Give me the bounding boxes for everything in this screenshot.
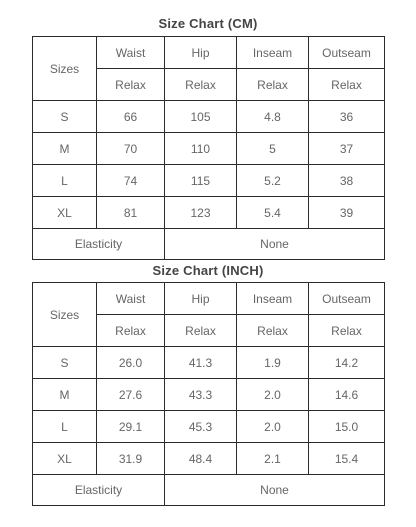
waist-cell: 70	[97, 133, 165, 165]
outseam-cell: 15.4	[309, 443, 385, 475]
table-row	[33, 165, 385, 197]
hip-fit-cell: Relax	[165, 69, 237, 101]
size-chart-inch-table	[32, 282, 385, 506]
size-cell: S	[33, 347, 97, 379]
inseam-cell: 4.8	[237, 101, 309, 133]
hip-fit-cell: Relax	[165, 315, 237, 347]
elasticity-value: None	[165, 229, 385, 260]
waist-cell: 66	[97, 101, 165, 133]
table-row	[33, 197, 385, 229]
table-row	[33, 133, 385, 165]
outseam-cell: 36	[309, 101, 385, 133]
waist-header-cell: Waist	[97, 283, 165, 315]
elasticity-label: Elasticity	[33, 475, 165, 506]
hip-cell: 41.3	[165, 347, 237, 379]
size-cell: S	[33, 101, 97, 133]
elasticity-label: Elasticity	[33, 229, 165, 260]
elasticity-row	[33, 229, 385, 260]
waist-cell: 26.0	[97, 347, 165, 379]
hip-cell: 48.4	[165, 443, 237, 475]
outseam-cell: 14.2	[309, 347, 385, 379]
size-chart-cm-title: Size Chart (CM)	[158, 16, 258, 31]
inseam-fit-cell: Relax	[237, 315, 309, 347]
table-row	[33, 347, 385, 379]
outseam-fit-cell: Relax	[309, 315, 385, 347]
inseam-fit-cell: Relax	[237, 69, 309, 101]
hip-cell: 123	[165, 197, 237, 229]
table-row	[33, 411, 385, 443]
size-cell: L	[33, 165, 97, 197]
waist-header-cell: Waist	[97, 37, 165, 69]
hip-cell: 110	[165, 133, 237, 165]
elasticity-value: None	[165, 475, 385, 506]
elasticity-row	[33, 475, 385, 506]
size-cell: XL	[33, 197, 97, 229]
outseam-header-cell: Outseam	[309, 37, 385, 69]
hip-header-cell: Hip	[165, 283, 237, 315]
hip-cell: 115	[165, 165, 237, 197]
outseam-cell: 14.6	[309, 379, 385, 411]
waist-cell: 74	[97, 165, 165, 197]
sizes-header-cell: Sizes	[33, 283, 97, 347]
outseam-cell: 38	[309, 165, 385, 197]
outseam-fit-cell: Relax	[309, 69, 385, 101]
inseam-cell: 2.0	[237, 379, 309, 411]
size-cell: M	[33, 379, 97, 411]
size-cell: L	[33, 411, 97, 443]
size-chart-cm-table	[32, 36, 385, 260]
inseam-header-cell: Inseam	[237, 283, 309, 315]
inseam-cell: 1.9	[237, 347, 309, 379]
inseam-header-cell: Inseam	[237, 37, 309, 69]
waist-cell: 81	[97, 197, 165, 229]
outseam-cell: 39	[309, 197, 385, 229]
hip-cell: 43.3	[165, 379, 237, 411]
waist-cell: 29.1	[97, 411, 165, 443]
sizes-header-cell: Sizes	[33, 37, 97, 101]
table-row	[33, 379, 385, 411]
inseam-cell: 5.2	[237, 165, 309, 197]
hip-header-cell: Hip	[165, 37, 237, 69]
outseam-cell: 37	[309, 133, 385, 165]
waist-fit-cell: Relax	[97, 69, 165, 101]
size-cell: XL	[33, 443, 97, 475]
table-row	[33, 101, 385, 133]
hip-cell: 105	[165, 101, 237, 133]
outseam-cell: 15.0	[309, 411, 385, 443]
inseam-cell: 5.4	[237, 197, 309, 229]
inseam-cell: 5	[237, 133, 309, 165]
table-header-row	[33, 283, 385, 315]
waist-cell: 31.9	[97, 443, 165, 475]
waist-cell: 27.6	[97, 379, 165, 411]
waist-fit-cell: Relax	[97, 315, 165, 347]
inseam-cell: 2.0	[237, 411, 309, 443]
inseam-cell: 2.1	[237, 443, 309, 475]
table-header-row	[33, 37, 385, 69]
size-cell: M	[33, 133, 97, 165]
size-chart-inch-title: Size Chart (INCH)	[152, 263, 264, 278]
table-row	[33, 443, 385, 475]
hip-cell: 45.3	[165, 411, 237, 443]
outseam-header-cell: Outseam	[309, 283, 385, 315]
